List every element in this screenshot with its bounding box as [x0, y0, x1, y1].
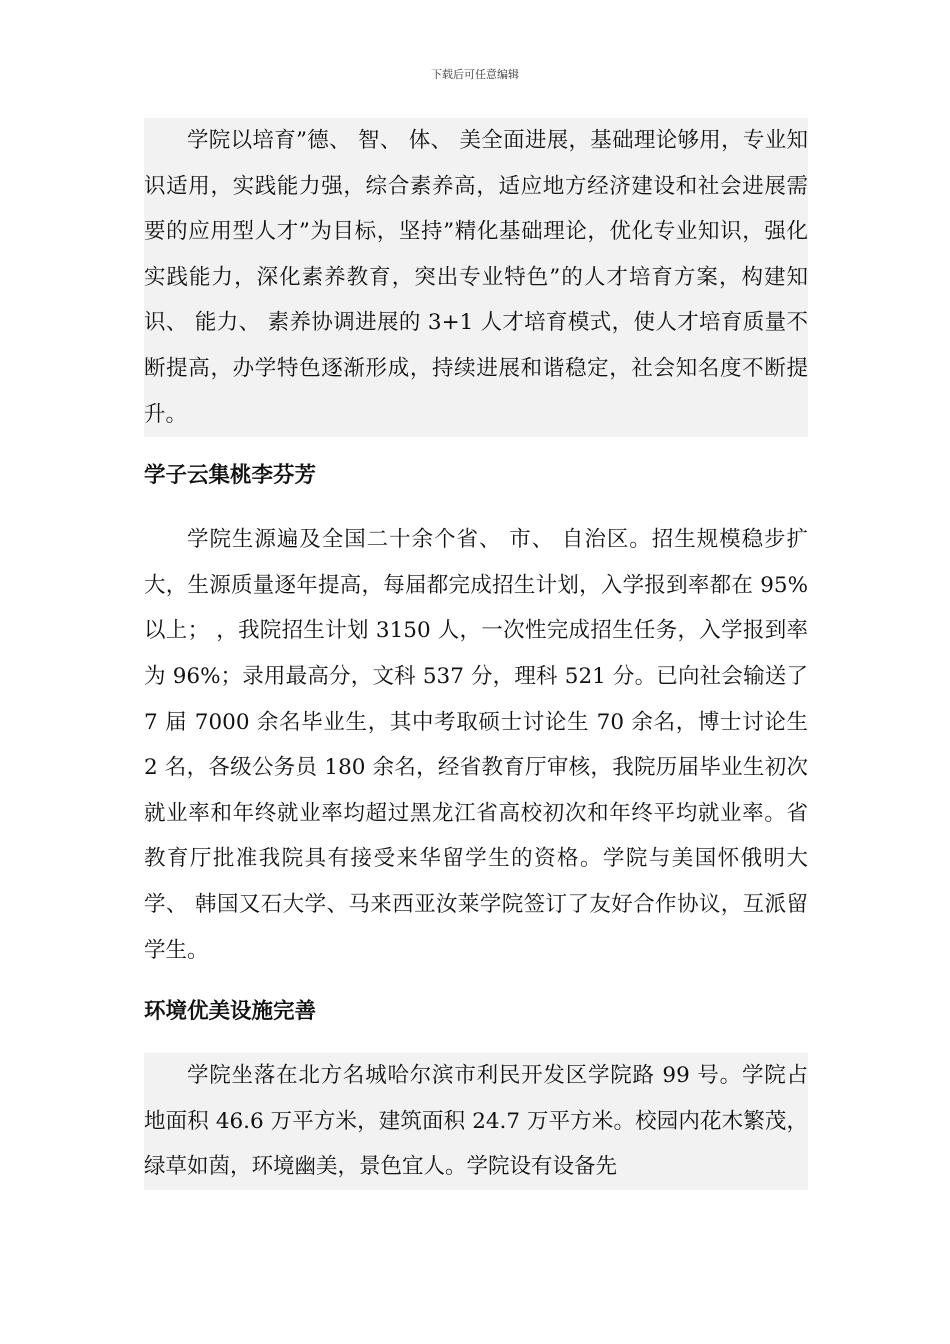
- document-body: [144, 118, 808, 1190]
- page-header-note: 下载后可任意编辑: [431, 68, 519, 81]
- paragraph-students: 学院生源遍及全国二十余个省、 市、 自治区。招生规模稳步扩大，生源质量逐年提高，每届都完成招生计划，入学报到率都在 95%以上； ，我院招生计划 3150 人，一次性完成招生任务，入学报到率为 96%；录用最高分，文科 537 分，理科 521 分。已向社会输送了 7 届 7000 余名毕业生，其中考取硕士讨论生 70 余名，博士讨论生 2 名，各级公务员 180 余名，经省教育厅审核，我院历届毕业生初次就业率和年终就业率均超过黑龙江省高校初次和年终平均就业率。省教育厅批准我院具有接受来华留学生的资格。学院与美国怀俄明大学、 韩国又石大学、马来西亚汝莱学院签订了友好合作协议，互派留学生。: [144, 527, 808, 963]
- paragraph-training-goals: 学院以培育”德、 智、 体、 美全面进展，基础理论够用，专业知识适用，实践能力强，综合素养高，适应地方经济建设和社会进展需要的应用型人才”为目标，坚持”精化基础理论，优化专业知识，强化实践能力，深化素养教育，突出专业特色”的人才培育方案，构建知识、 能力、 素养协调进展的 3+1 人才培育模式，使人才培育质量不断提高，办学特色逐渐形成，持续进展和谐稳定，社会知名度不断提升。: [144, 118, 808, 437]
- paragraph-environment: 学院坐落在北方名城哈尔滨市利民开发区学院路 99 号。学院占地面积 46.6 万平方米，建筑面积 24.7 万平方米。校园内花木繁茂，绿草如茵，环境幽美，景色宜人。学院设有设备先: [144, 1053, 808, 1190]
- section-heading-students: 学子云集桃李芬芳: [144, 463, 317, 489]
- section-heading-environment: 环境优美设施完善: [144, 999, 317, 1025]
